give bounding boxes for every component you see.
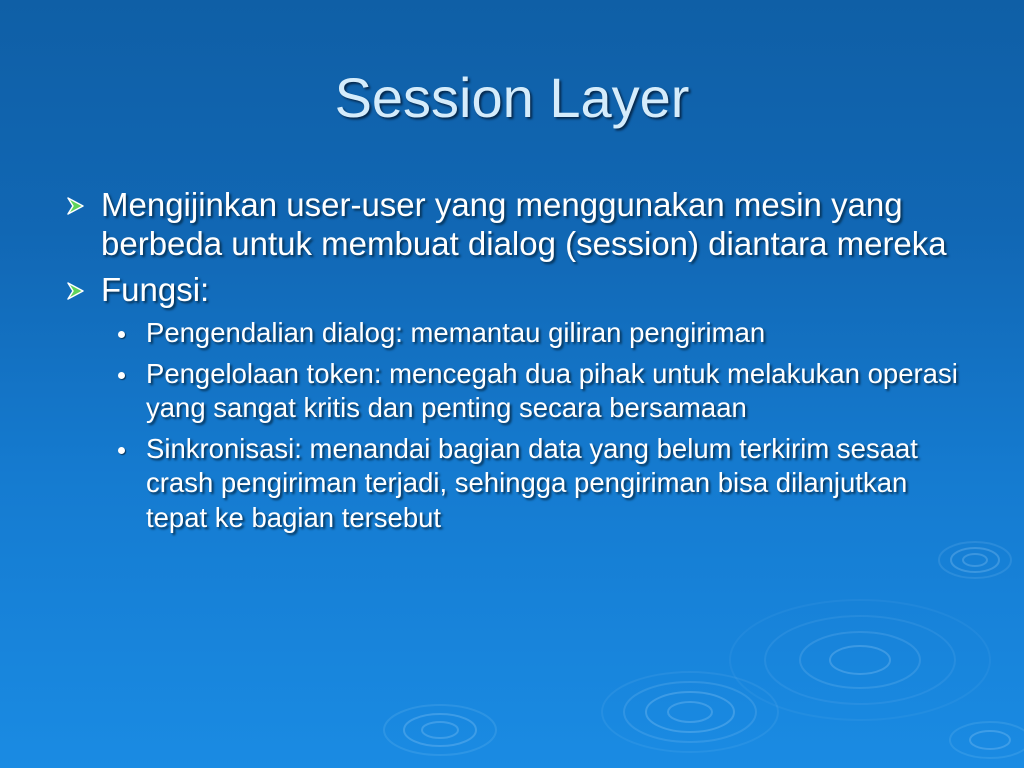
bullet-item xyxy=(62,185,962,263)
sub-bullet-text: Pengendalian dialog: memantau giliran pengiriman xyxy=(146,317,766,348)
arrow-bullet-icon xyxy=(64,195,86,217)
bullet-text: Fungsi: xyxy=(101,271,210,308)
bullet-item xyxy=(62,270,962,309)
sub-bullet-text: Sinkronisasi: menandai bagian data yang belum terkirim sesaat crash pengiriman terjadi, sehingga pengiriman bisa dilanjutkan tepat ke bagian tersebut xyxy=(146,432,918,533)
sub-bullet-item xyxy=(118,357,962,426)
sub-bullet-item xyxy=(118,432,962,536)
round-bullet-icon xyxy=(118,447,125,454)
sub-bullet-item xyxy=(118,316,962,351)
round-bullet-icon xyxy=(118,331,125,338)
sub-bullet-list xyxy=(62,316,962,535)
slide-title: Session Layer xyxy=(334,66,690,129)
bullet-list xyxy=(62,185,962,541)
sub-bullet-text: Pengelolaan token: mencegah dua pihak untuk melakukan operasi yang sangat kritis dan penting secara bersamaan xyxy=(146,357,958,423)
round-bullet-icon xyxy=(118,372,125,379)
bullet-text: Mengijinkan user-user yang menggunakan mesin yang berbeda untuk membuat dialog (session) diantara mereka xyxy=(101,186,947,262)
arrow-bullet-icon xyxy=(64,280,86,302)
